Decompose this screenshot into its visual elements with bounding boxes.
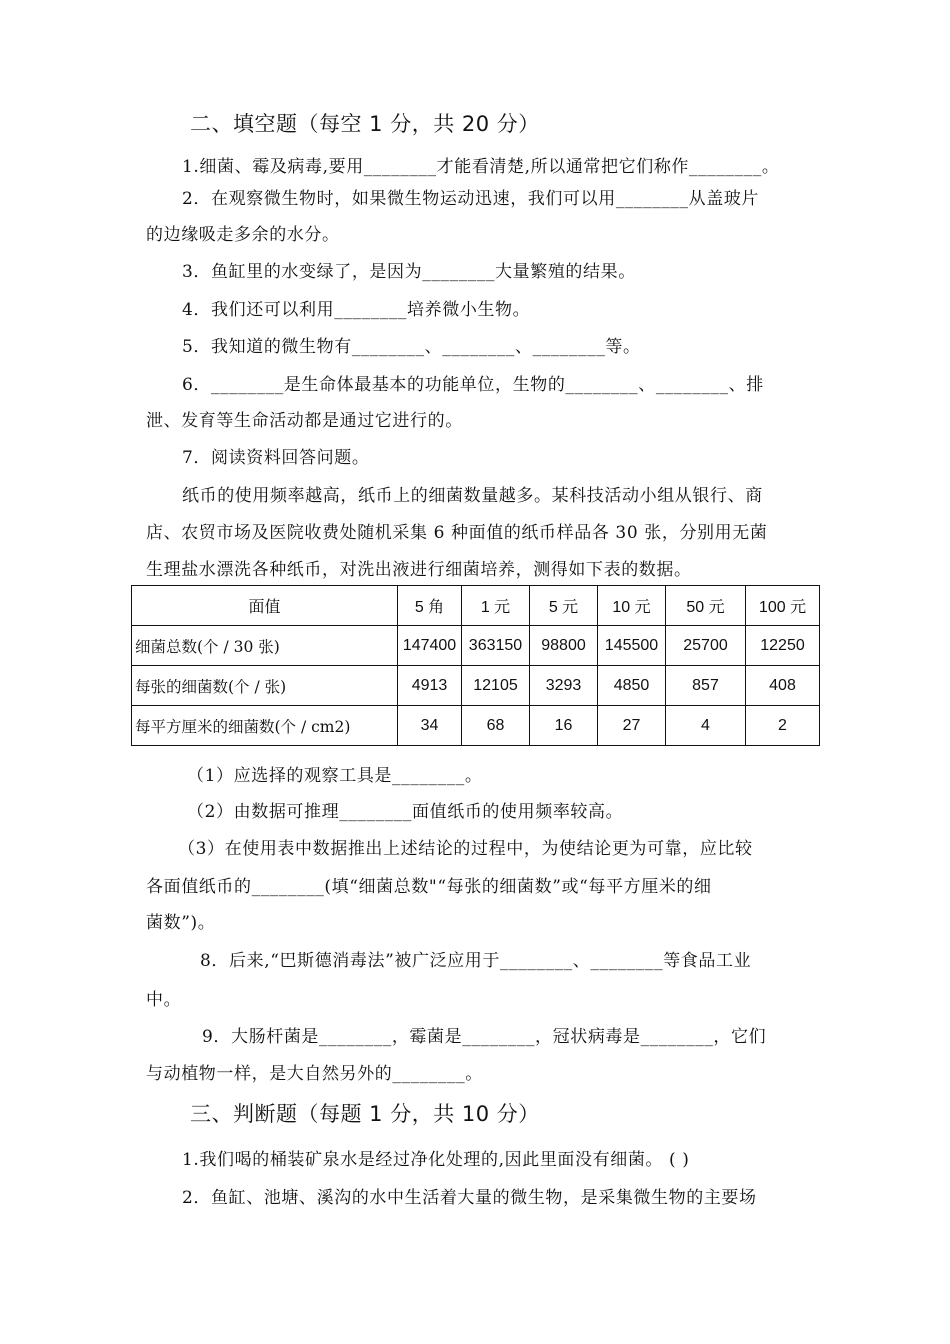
q2-line-1: 2．在观察微生物时，如果微生物运动迅速，我们可以用________从盖玻片 xyxy=(182,189,760,209)
q1-line: 1.细菌、霉及病毒,要用________才能看清楚,所以通常把它们称作________。 xyxy=(182,157,780,177)
q3-line: 3．鱼缸里的水变绿了，是因为________大量繁殖的结果。 xyxy=(182,262,636,282)
table-header-cell: 1 元 xyxy=(462,586,530,626)
table-header-cell: 100 元 xyxy=(746,586,820,626)
q7-sub1: （1）应选择的观察工具是________。 xyxy=(187,766,483,786)
table-cell: 857 xyxy=(666,666,746,706)
q8-line-1: 8．后来,“巴斯德消毒法”被广泛应用于________、________等食品工业 xyxy=(200,951,752,971)
q7-sub3-line-2: 各面值纸币的________(填“细菌总数"“每张的细菌数”或“每平方厘米的细 xyxy=(146,877,712,897)
bacteria-data-table xyxy=(131,585,820,746)
table-cell: 68 xyxy=(462,706,530,746)
table-header-row xyxy=(132,586,820,626)
table-row xyxy=(132,706,820,746)
table-row xyxy=(132,666,820,706)
table-header-cell: 面值 xyxy=(132,586,398,626)
q4-line: 4．我们还可以利用________培养微小生物。 xyxy=(182,300,531,320)
reading-line-1: 纸币的使用频率越高，纸币上的细菌数量越多。某科技活动小组从银行、商 xyxy=(182,486,763,506)
q6-line-1: 6．________是生命体最基本的功能单位，生物的________、________、排 xyxy=(182,375,764,395)
table-header-cell: 50 元 xyxy=(666,586,746,626)
table-row-label: 细菌总数(个 / 30 张) xyxy=(132,626,398,666)
table-row xyxy=(132,626,820,666)
table-cell: 16 xyxy=(530,706,598,746)
q9-line-1: 9．大肠杆菌是________，霉菌是________，冠状病毒是________，它们 xyxy=(202,1027,767,1047)
table-header-cell: 5 元 xyxy=(530,586,598,626)
table-cell: 3293 xyxy=(530,666,598,706)
q7-sub2: （2）由数据可推理________面值纸币的使用频率较高。 xyxy=(187,802,624,822)
q7-sub3-line-1: （3）在使用表中数据推出上述结论的过程中，为使结论更为可靠，应比较 xyxy=(178,839,753,859)
table-cell: 147400 xyxy=(398,626,462,666)
q7-sub3-line-3: 菌数”)。 xyxy=(146,913,216,933)
judge-q2-line: 2．鱼缸、池塘、溪沟的水中生活着大量的微生物，是采集微生物的主要场 xyxy=(182,1188,757,1208)
table-row-label: 每张的细菌数(个 / 张) xyxy=(132,666,398,706)
table-cell: 408 xyxy=(746,666,820,706)
table-cell: 2 xyxy=(746,706,820,746)
reading-line-3: 生理盐水漂洗各种纸币，对洗出液进行细菌培养，测得如下表的数据。 xyxy=(146,560,692,580)
table-cell: 4913 xyxy=(398,666,462,706)
judge-q1-line: 1.我们喝的桶装矿泉水是经过净化处理的,因此里面没有细菌。 ( ) xyxy=(182,1150,690,1170)
table-cell: 4850 xyxy=(598,666,666,706)
table-cell: 4 xyxy=(666,706,746,746)
table-header-cell: 10 元 xyxy=(598,586,666,626)
table-cell: 12250 xyxy=(746,626,820,666)
table-cell: 27 xyxy=(598,706,666,746)
q7-line: 7．阅读资料回答问题。 xyxy=(182,448,370,468)
section-2-heading: 二、填空题（每空 1 分，共 20 分） xyxy=(190,112,540,136)
section-3-heading: 三、判断题（每题 1 分，共 10 分） xyxy=(190,1102,540,1126)
table-cell: 25700 xyxy=(666,626,746,666)
q2-line-2: 的边缘吸走多余的水分。 xyxy=(146,225,340,245)
q9-line-2: 与动植物一样，是大自然另外的________。 xyxy=(146,1064,483,1084)
reading-line-2: 店、农贸市场及医院收费处随机采集 6 种面值的纸币样品各 30 张，分别用无菌 xyxy=(146,523,768,543)
table-cell: 363150 xyxy=(462,626,530,666)
q6-line-2: 泄、发育等生命活动都是通过它进行的。 xyxy=(146,411,463,431)
table-cell: 145500 xyxy=(598,626,666,666)
q8-line-2: 中。 xyxy=(146,990,182,1010)
table-cell: 98800 xyxy=(530,626,598,666)
q5-line: 5．我知道的微生物有________、________、________等。 xyxy=(182,337,641,357)
table-cell: 34 xyxy=(398,706,462,746)
table-cell: 12105 xyxy=(462,666,530,706)
table-row-label: 每平方厘米的细菌数(个 / cm2) xyxy=(132,706,398,746)
table-header-cell: 5 角 xyxy=(398,586,462,626)
